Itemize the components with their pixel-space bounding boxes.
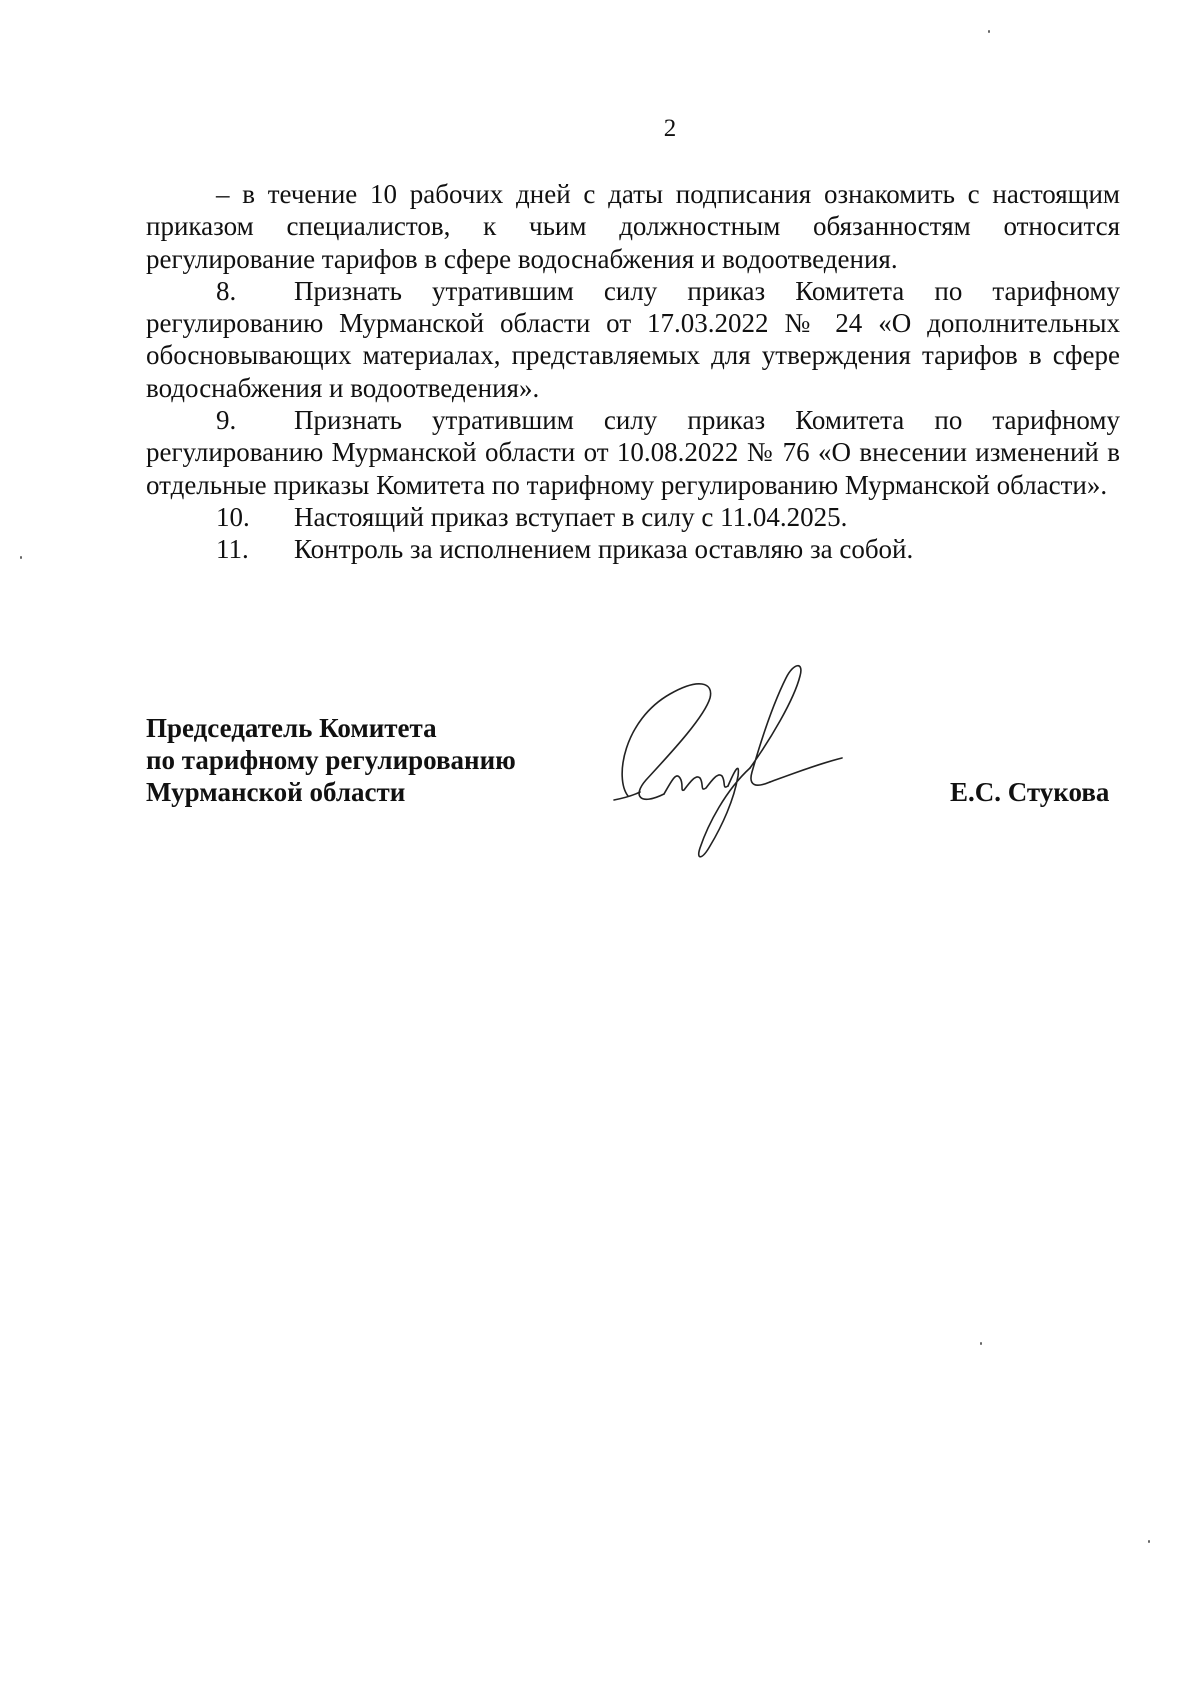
scan-speck [20, 556, 22, 559]
paragraph-text: Контроль за исполнением приказа оставляю за собой. [294, 534, 914, 565]
paragraph-number: 11. [216, 534, 249, 565]
document-body [146, 178, 1120, 566]
numbered-paragraph-8 [146, 275, 1120, 404]
scan-speck [980, 1342, 982, 1345]
position-line: Председатель Комитета [146, 713, 437, 743]
numbered-paragraph-9 [146, 404, 1120, 501]
page-number: 2 [663, 115, 677, 142]
position-line: Мурманской области [146, 777, 406, 807]
handwritten-signature [610, 660, 870, 880]
numbered-paragraph-11 [146, 533, 1120, 565]
dash-item-paragraph: – в течение 10 рабочих дней с даты подписания ознакомить с настоящим приказом специалистов, к чьим должностным обязанностям относится регулирование тарифов в сфере водоснабжения и водоотведения. [146, 179, 1120, 274]
paragraph-text: Настоящий приказ вступает в силу с 11.04.2025. [294, 501, 848, 532]
paragraph-text: Признать утратившим силу приказ Комитета по тарифному регулированию Мурманской области от 17.03.2022 № 24 «О дополнительных обосновывающих материалах, представляемых для утверждения тарифов в сфере водоснабжения и водоотведения». [146, 275, 1120, 403]
scan-speck [988, 30, 990, 33]
signatory-position [146, 712, 516, 808]
scan-speck [1148, 1540, 1150, 1543]
signer-name: Е.С. Стукова [950, 777, 1110, 807]
paragraph-number: 9. [216, 405, 237, 436]
paragraph-number: 8. [216, 275, 237, 306]
paragraph-text: Признать утратившим силу приказ Комитета по тарифному регулированию Мурманской области от 10.08.2022 № 76 «О внесении изменений в отдельные приказы Комитета по тарифному регулированию Мурманской области». [146, 405, 1120, 500]
numbered-paragraph-10 [146, 501, 1120, 533]
position-line: по тарифному регулированию [146, 745, 516, 775]
paragraph-number: 10. [216, 501, 250, 532]
